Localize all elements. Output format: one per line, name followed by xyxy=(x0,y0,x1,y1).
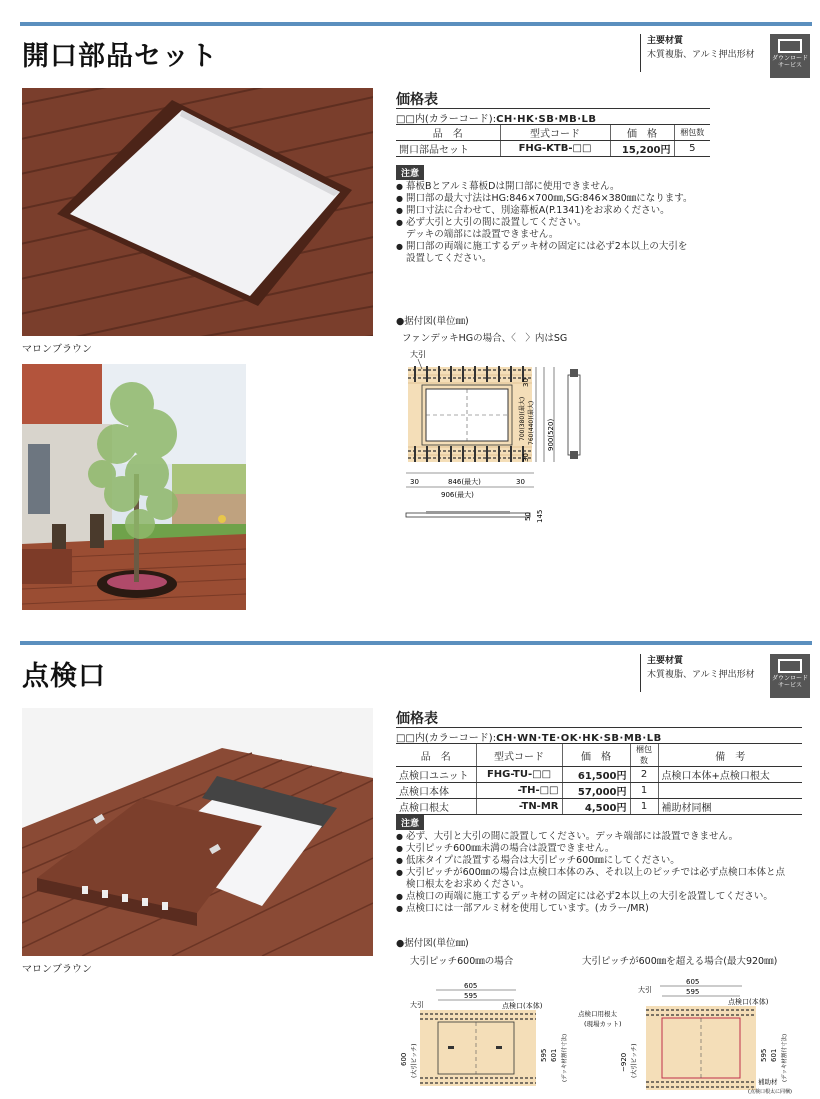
note-item: デッキの端部には設置できません。 xyxy=(406,229,559,240)
note-item: ● 必ず大引と大引の間に設置してください。 xyxy=(396,217,716,229)
col-price: 価 格 xyxy=(610,125,674,141)
section2-color-code xyxy=(396,729,662,744)
col-name: 品 名 xyxy=(396,744,476,767)
download-service-button-2[interactable] xyxy=(770,654,810,698)
label-oobiki: 大引 xyxy=(410,1001,424,1009)
drawing-left xyxy=(396,970,576,1095)
cell-price: 15,200円 xyxy=(610,141,674,157)
dim-920: ~920 xyxy=(620,1052,628,1072)
cell-price: 61,500円 xyxy=(562,767,630,783)
col-qty: 梱包数 xyxy=(674,125,710,141)
section2-price-table xyxy=(396,743,802,815)
cell-note xyxy=(658,783,802,799)
label-aux-note: (点検口根太に同梱) xyxy=(748,1089,792,1095)
note-item: ● 点検口の両端に施工するデッキ材の固定には必ず2本以上の大引を設置してください。 xyxy=(396,891,816,903)
dim-50: 50 xyxy=(524,512,532,521)
photo1-caption: マロンブラウン xyxy=(22,344,92,355)
section2-notes xyxy=(396,831,816,915)
col-price: 価 格 xyxy=(562,744,630,767)
label-pitch: (大引ピッチ) xyxy=(631,1043,638,1078)
photo2-caption: マロンブラウン xyxy=(22,964,92,975)
dim-595v: 595 xyxy=(760,1048,768,1062)
note-item: 設置してください。 xyxy=(406,253,492,264)
dim-906: 906(最大) xyxy=(441,491,474,499)
service-label: サービス xyxy=(777,682,802,689)
section1-notes xyxy=(396,181,716,265)
download-label: ダウンロード xyxy=(771,675,808,682)
table-row xyxy=(396,141,710,157)
table-header-row xyxy=(396,744,802,767)
cell-qty: 5 xyxy=(674,141,710,157)
dim-605: 605 xyxy=(686,978,700,986)
dim-30-bottom: 30 xyxy=(522,453,530,462)
section2-material xyxy=(640,654,755,692)
section1-price-table xyxy=(396,124,710,157)
cell-note: 補助材同梱 xyxy=(658,799,802,815)
drawing-right xyxy=(576,970,812,1095)
label-body: 点検口(本体) xyxy=(728,998,769,1006)
dim-900: 900(520) xyxy=(547,418,555,451)
table-header-row xyxy=(396,125,710,141)
dim-601: 601 xyxy=(770,1048,778,1062)
label-body: 点検口(本体) xyxy=(502,1002,543,1010)
section1-price-heading: 価格表 xyxy=(396,92,438,108)
download-service-button[interactable] xyxy=(770,34,810,78)
label-joist-cut: (現場カット) xyxy=(584,1020,622,1028)
cell-qty: 1 xyxy=(630,783,658,799)
heading-rule xyxy=(396,108,710,109)
cell-name: 点検口本体 xyxy=(396,783,476,799)
material-text: 木質複脂、アルミ押出形材 xyxy=(647,50,755,60)
table-row xyxy=(396,767,802,783)
drawing-left-title: 大引ピッチ600㎜の場合 xyxy=(410,956,514,967)
cell-qty: 1 xyxy=(630,799,658,815)
col-qty: 梱包数 xyxy=(630,744,658,767)
cell-qty: 2 xyxy=(630,767,658,783)
note-item: ● 開口寸法に合わせて、別途幕板A(P.1341)をお求めください。 xyxy=(396,205,716,217)
section2-price-heading: 価格表 xyxy=(396,711,438,727)
section2-title: 点検口 xyxy=(22,661,106,692)
cell-price: 4,500円 xyxy=(562,799,630,815)
note-item: ● 必ず、大引と大引の間に設置してください。デッキ端部には設置できません。 xyxy=(396,831,816,843)
section1-drawing-heading: ●据付図(単位㎜) xyxy=(396,316,469,327)
dim-595v: 595 xyxy=(540,1048,548,1062)
col-name: 品 名 xyxy=(396,125,500,141)
cell-name: 点検口根太 xyxy=(396,799,476,815)
cell-name: 開口部品セット xyxy=(396,141,500,157)
cell-note: 点検口本体+点検口根太 xyxy=(658,767,802,783)
cell-code: -TH-□□ xyxy=(476,783,562,799)
note-item: ● 開口部の両端に施工するデッキ材の固定には必ず2本以上の大引を xyxy=(396,241,716,253)
service-label: サービス xyxy=(777,62,802,69)
note-item: ● 点検口には一部アルミ材を使用しています。(カラー/MR) xyxy=(396,903,816,915)
label-pitch: (大引ピッチ) xyxy=(411,1043,418,1078)
section1-top-bar xyxy=(20,22,812,26)
label-deck: (デッキ材割付寸法) xyxy=(562,1033,568,1082)
section1-note-badge: 注意 xyxy=(396,165,424,180)
section1-install-drawing xyxy=(396,345,596,530)
section1-material xyxy=(640,34,755,72)
heading-rule xyxy=(396,727,802,728)
dim-30-left: 30 xyxy=(410,478,419,486)
label-aux: 補助材 xyxy=(758,1078,778,1086)
color-code-prefix: □□内(カラーコード): xyxy=(396,733,497,744)
col-code: 型式コード xyxy=(476,744,562,767)
col-note: 備 考 xyxy=(658,744,802,767)
section2-note-badge: 注意 xyxy=(396,815,424,830)
monitor-icon xyxy=(778,659,802,673)
table-row xyxy=(396,799,802,815)
dim-605: 605 xyxy=(464,982,478,990)
label-oobiki: 大引 xyxy=(638,986,652,994)
section1-title: 開口部品セット xyxy=(22,41,218,72)
label-oobiki: 大引 xyxy=(410,350,426,359)
cell-code: FHG-KTB-□□ xyxy=(500,141,610,157)
section2-drawing-heading: ●据付図(単位㎜) xyxy=(396,938,469,949)
dim-30-right: 30 xyxy=(516,478,525,486)
dim-30-top: 30 xyxy=(522,378,530,387)
dim-595: 595 xyxy=(464,992,478,1000)
table-row xyxy=(396,783,802,799)
dim-760: 760(440)(最大) xyxy=(528,400,535,445)
material-text: 木質複脂、アルミ押出形材 xyxy=(647,670,755,680)
dim-600: 600 xyxy=(400,1052,408,1066)
dim-601: 601 xyxy=(550,1048,558,1062)
color-code-values: CH·WN·TE·OK·HK·SB·MB·LB xyxy=(496,733,662,744)
dim-145: 145 xyxy=(536,509,544,523)
material-title: 主要材質 xyxy=(647,36,684,46)
section2-top-bar xyxy=(20,641,812,645)
cell-name: 点検口ユニット xyxy=(396,767,476,783)
dim-846: 846(最大) xyxy=(448,478,481,486)
deck-opening-photo xyxy=(22,88,373,336)
dim-700: 700(380)(最大) xyxy=(519,396,526,441)
monitor-icon xyxy=(778,39,802,53)
material-title: 主要材質 xyxy=(647,656,684,666)
dim-595: 595 xyxy=(686,988,700,996)
label-joist: 点検口用根太 xyxy=(578,1010,617,1018)
note-item: 検口根太をお求めください。 xyxy=(406,879,530,890)
cell-code: -TN-MR xyxy=(476,799,562,815)
color-code-values: CH·HK·SB·MB·LB xyxy=(496,114,597,125)
note-item: ● 大引ピッチが600㎜の場合は点検口本体のみ、それ以上のピッチでは必ず点検口本体と点 xyxy=(396,867,816,879)
note-item: ● 幕板Bとアルミ幕板Dは開口部に使用できません。 xyxy=(396,181,716,193)
section1-drawing-sub: ファンデッキHGの場合、〈 〉内はSG xyxy=(402,333,568,344)
label-deck: (デッキ材割付寸法) xyxy=(782,1033,788,1082)
color-code-prefix: □□内(カラーコード): xyxy=(396,114,497,125)
garden-deck-photo xyxy=(22,364,246,610)
col-code: 型式コード xyxy=(500,125,610,141)
note-item: ● 大引ピッチ600㎜未満の場合は設置できません。 xyxy=(396,843,816,855)
note-item: ● 開口部の最大寸法はHG:846×700㎜,SG:846×380㎜になります。 xyxy=(396,193,716,205)
drawing-right-title: 大引ピッチが600㎜を超える場合(最大920㎜) xyxy=(582,956,778,967)
download-label: ダウンロード xyxy=(771,55,808,62)
section1-color-code xyxy=(396,110,597,125)
note-item: ● 低床タイプに設置する場合は大引ピッチ600㎜にしてください。 xyxy=(396,855,816,867)
inspection-hatch-photo xyxy=(22,708,373,956)
cell-price: 57,000円 xyxy=(562,783,630,799)
cell-code: FHG-TU-□□ xyxy=(476,767,562,783)
